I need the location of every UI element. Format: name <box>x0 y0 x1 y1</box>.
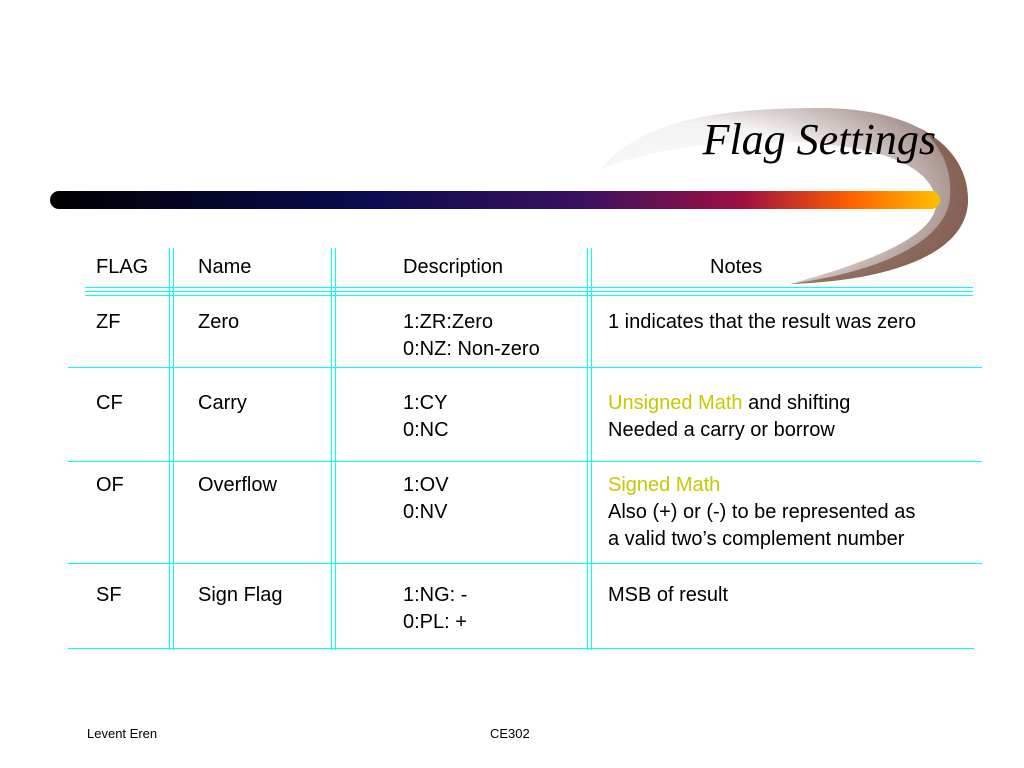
row-of-flag: OF <box>96 474 124 496</box>
row-divider <box>68 563 982 564</box>
notes-line <box>608 472 915 499</box>
description-line: 1:NG: - <box>403 584 468 606</box>
row-sf-description <box>403 582 467 636</box>
notes-highlight: Signed Math <box>608 474 721 496</box>
footer-course: CE302 <box>490 726 530 741</box>
title-underline-bar <box>50 191 940 209</box>
header-notes: Notes <box>710 256 763 278</box>
description-line: 1:OV <box>403 474 449 496</box>
row-zf-flag: ZF <box>96 311 121 333</box>
header-divider <box>85 287 973 288</box>
row-cf-flag: CF <box>96 392 123 414</box>
row-zf-description <box>403 309 540 363</box>
row-cf-name: Carry <box>198 392 247 414</box>
row-sf-name: Sign Flag <box>198 584 283 606</box>
description-line: 0:NZ: Non-zero <box>403 338 540 360</box>
row-divider <box>68 367 982 368</box>
notes-line <box>608 309 916 336</box>
row-divider <box>68 461 982 462</box>
row-zf-notes <box>608 309 916 336</box>
notes-line: a valid two’s complement number <box>608 528 905 550</box>
row-sf-notes <box>608 582 728 609</box>
column-divider <box>169 248 170 650</box>
row-of-name: Overflow <box>198 474 277 496</box>
description-line: 1:ZR:Zero <box>403 311 494 333</box>
row-divider <box>68 648 974 649</box>
notes-line <box>608 582 728 609</box>
description-line: 0:PL: + <box>403 611 467 633</box>
row-cf-description <box>403 390 449 444</box>
column-divider <box>335 248 336 650</box>
notes-text: 1 indicates that the result was zero <box>608 311 916 333</box>
row-cf-notes <box>608 390 850 444</box>
notes-text: MSB of result <box>608 584 729 606</box>
description-line: 1:CY <box>403 392 448 414</box>
column-divider <box>587 248 588 650</box>
row-zf-name: Zero <box>198 311 240 333</box>
header-flag: FLAG <box>96 256 149 278</box>
notes-line: Also (+) or (-) to be represented as <box>608 501 916 523</box>
slide-title: Flag Settings <box>702 115 936 164</box>
column-divider <box>173 248 174 650</box>
notes-line: Needed a carry or borrow <box>608 419 835 441</box>
column-divider <box>331 248 332 650</box>
notes-highlight: Unsigned Math <box>608 392 743 414</box>
row-of-description <box>403 472 449 526</box>
header-divider <box>85 291 973 292</box>
header-description: Description <box>403 256 504 278</box>
row-sf-flag: SF <box>96 584 122 606</box>
header-name: Name <box>198 256 252 278</box>
column-divider <box>591 248 592 650</box>
header-divider <box>85 295 973 296</box>
notes-text: and shifting <box>742 392 851 414</box>
row-of-notes <box>608 472 915 553</box>
footer-author: Levent Eren <box>87 726 158 741</box>
description-line: 0:NV <box>403 501 448 523</box>
notes-line <box>608 390 850 417</box>
description-line: 0:NC <box>403 419 449 441</box>
